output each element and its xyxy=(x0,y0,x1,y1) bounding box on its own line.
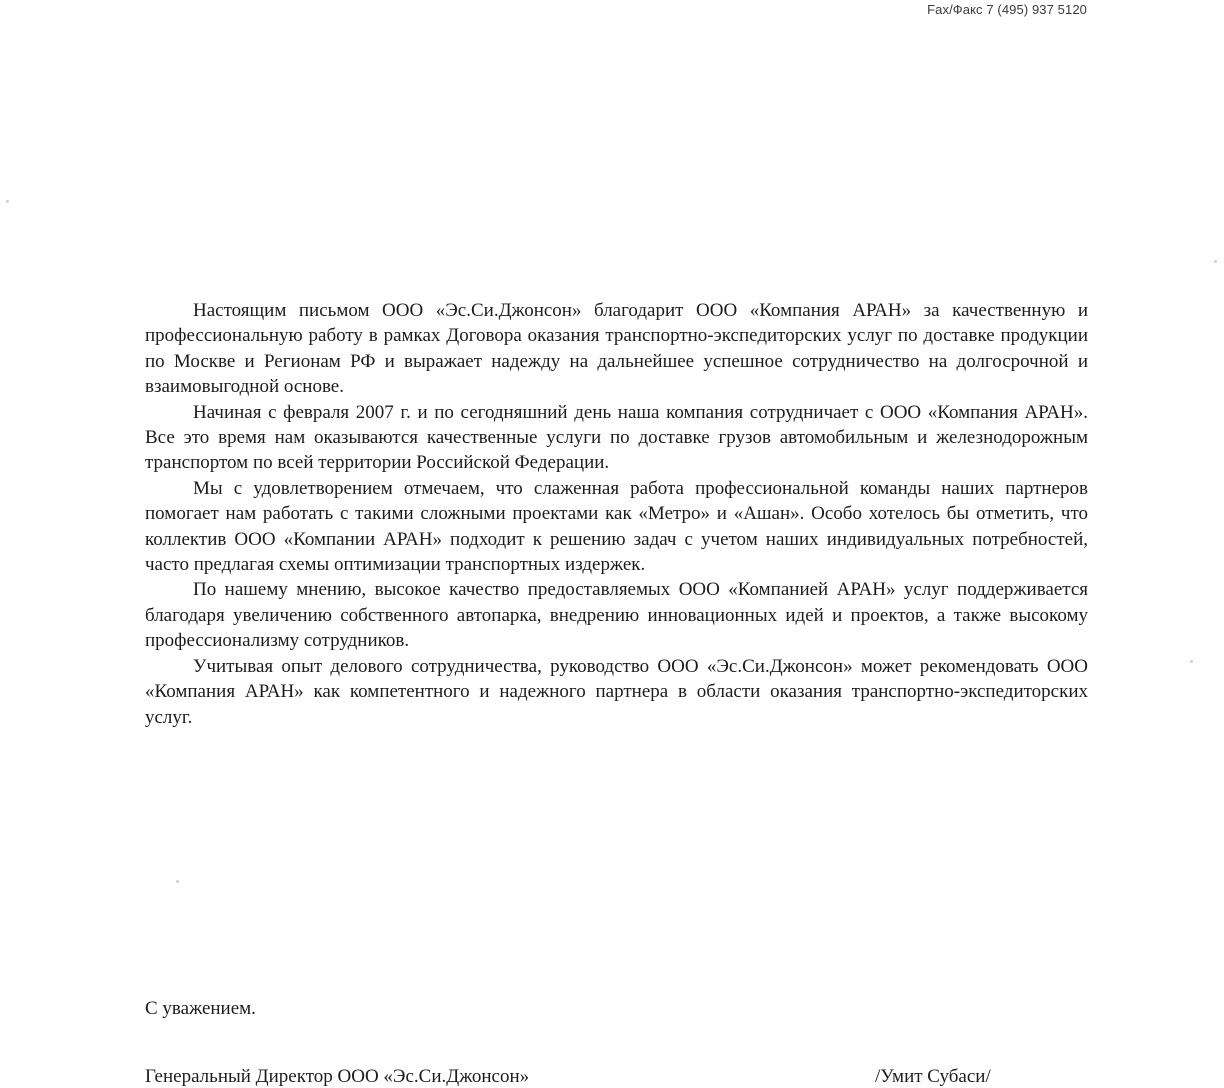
paragraph-quality: По нашему мнению, высокое качество предоставляемых ООО «Компанией АРАН» услуг поддерживается благодаря увеличению собственного автопарка, внедрению инновационных идей и проектов, а также высокому профессионализму сотрудников. xyxy=(145,579,1088,652)
paragraph-gratitude: Настоящим письмом ООО «Эс.Си.Джонсон» благодарит ООО «Компания АРАН» за качественную и профессиональную работу в рамках Договора оказания транспортно-экспедиторских услуг по доставке продукции по Москве и Регионам РФ и выражает надежду на дальнейшее успешное сотрудничество на долгосрочной и взаимовыгодной основе. xyxy=(145,300,1088,398)
closing-salutation: С уважением. xyxy=(145,998,256,1019)
scan-speck xyxy=(1190,660,1193,663)
fax-number: Fax/Факс 7 (495) 937 5120 xyxy=(927,2,1087,17)
signature-line xyxy=(145,1066,1088,1088)
paragraph-teamwork: Мы с удовлетворением отмечаем, что слаженная работа профессиональной команды наших партнеров помогает нам работать с такими сложными проектами как «Метро» и «Ашан». Особо хотелось бы отметить, что коллектив ООО «Компании АРАН» подходит к решению задач с учетом наших индивидуальных потребностей, часто предлагая схемы оптимизации транспортных издержек. xyxy=(145,477,1088,576)
scan-speck xyxy=(1214,260,1217,263)
scan-speck xyxy=(6,200,9,203)
signatory-title: Генеральный Директор ООО «Эс.Си.Джонсон» xyxy=(145,1066,530,1087)
signatory-name: /Умит Субаси/ xyxy=(875,1066,991,1087)
paragraph-cooperation-history: Начиная с февраля 2007 г. и по сегодняшний день наша компания сотрудничает с ООО «Компания АРАН». Все это время нам оказываются качественные услуги по доставке грузов автомобильным и железнодорожным транспортом по всей территории Российской Федерации. xyxy=(145,401,1088,474)
scan-speck xyxy=(176,880,179,883)
letter-body xyxy=(145,298,1088,730)
paragraph-recommendation: Учитывая опыт делового сотрудничества, руководство ООО «Эс.Си.Джонсон» может рекомендовать ООО «Компания АРАН» как компетентного и надежного партнера в области оказания транспортно-экспедиторских услуг. xyxy=(145,655,1088,728)
